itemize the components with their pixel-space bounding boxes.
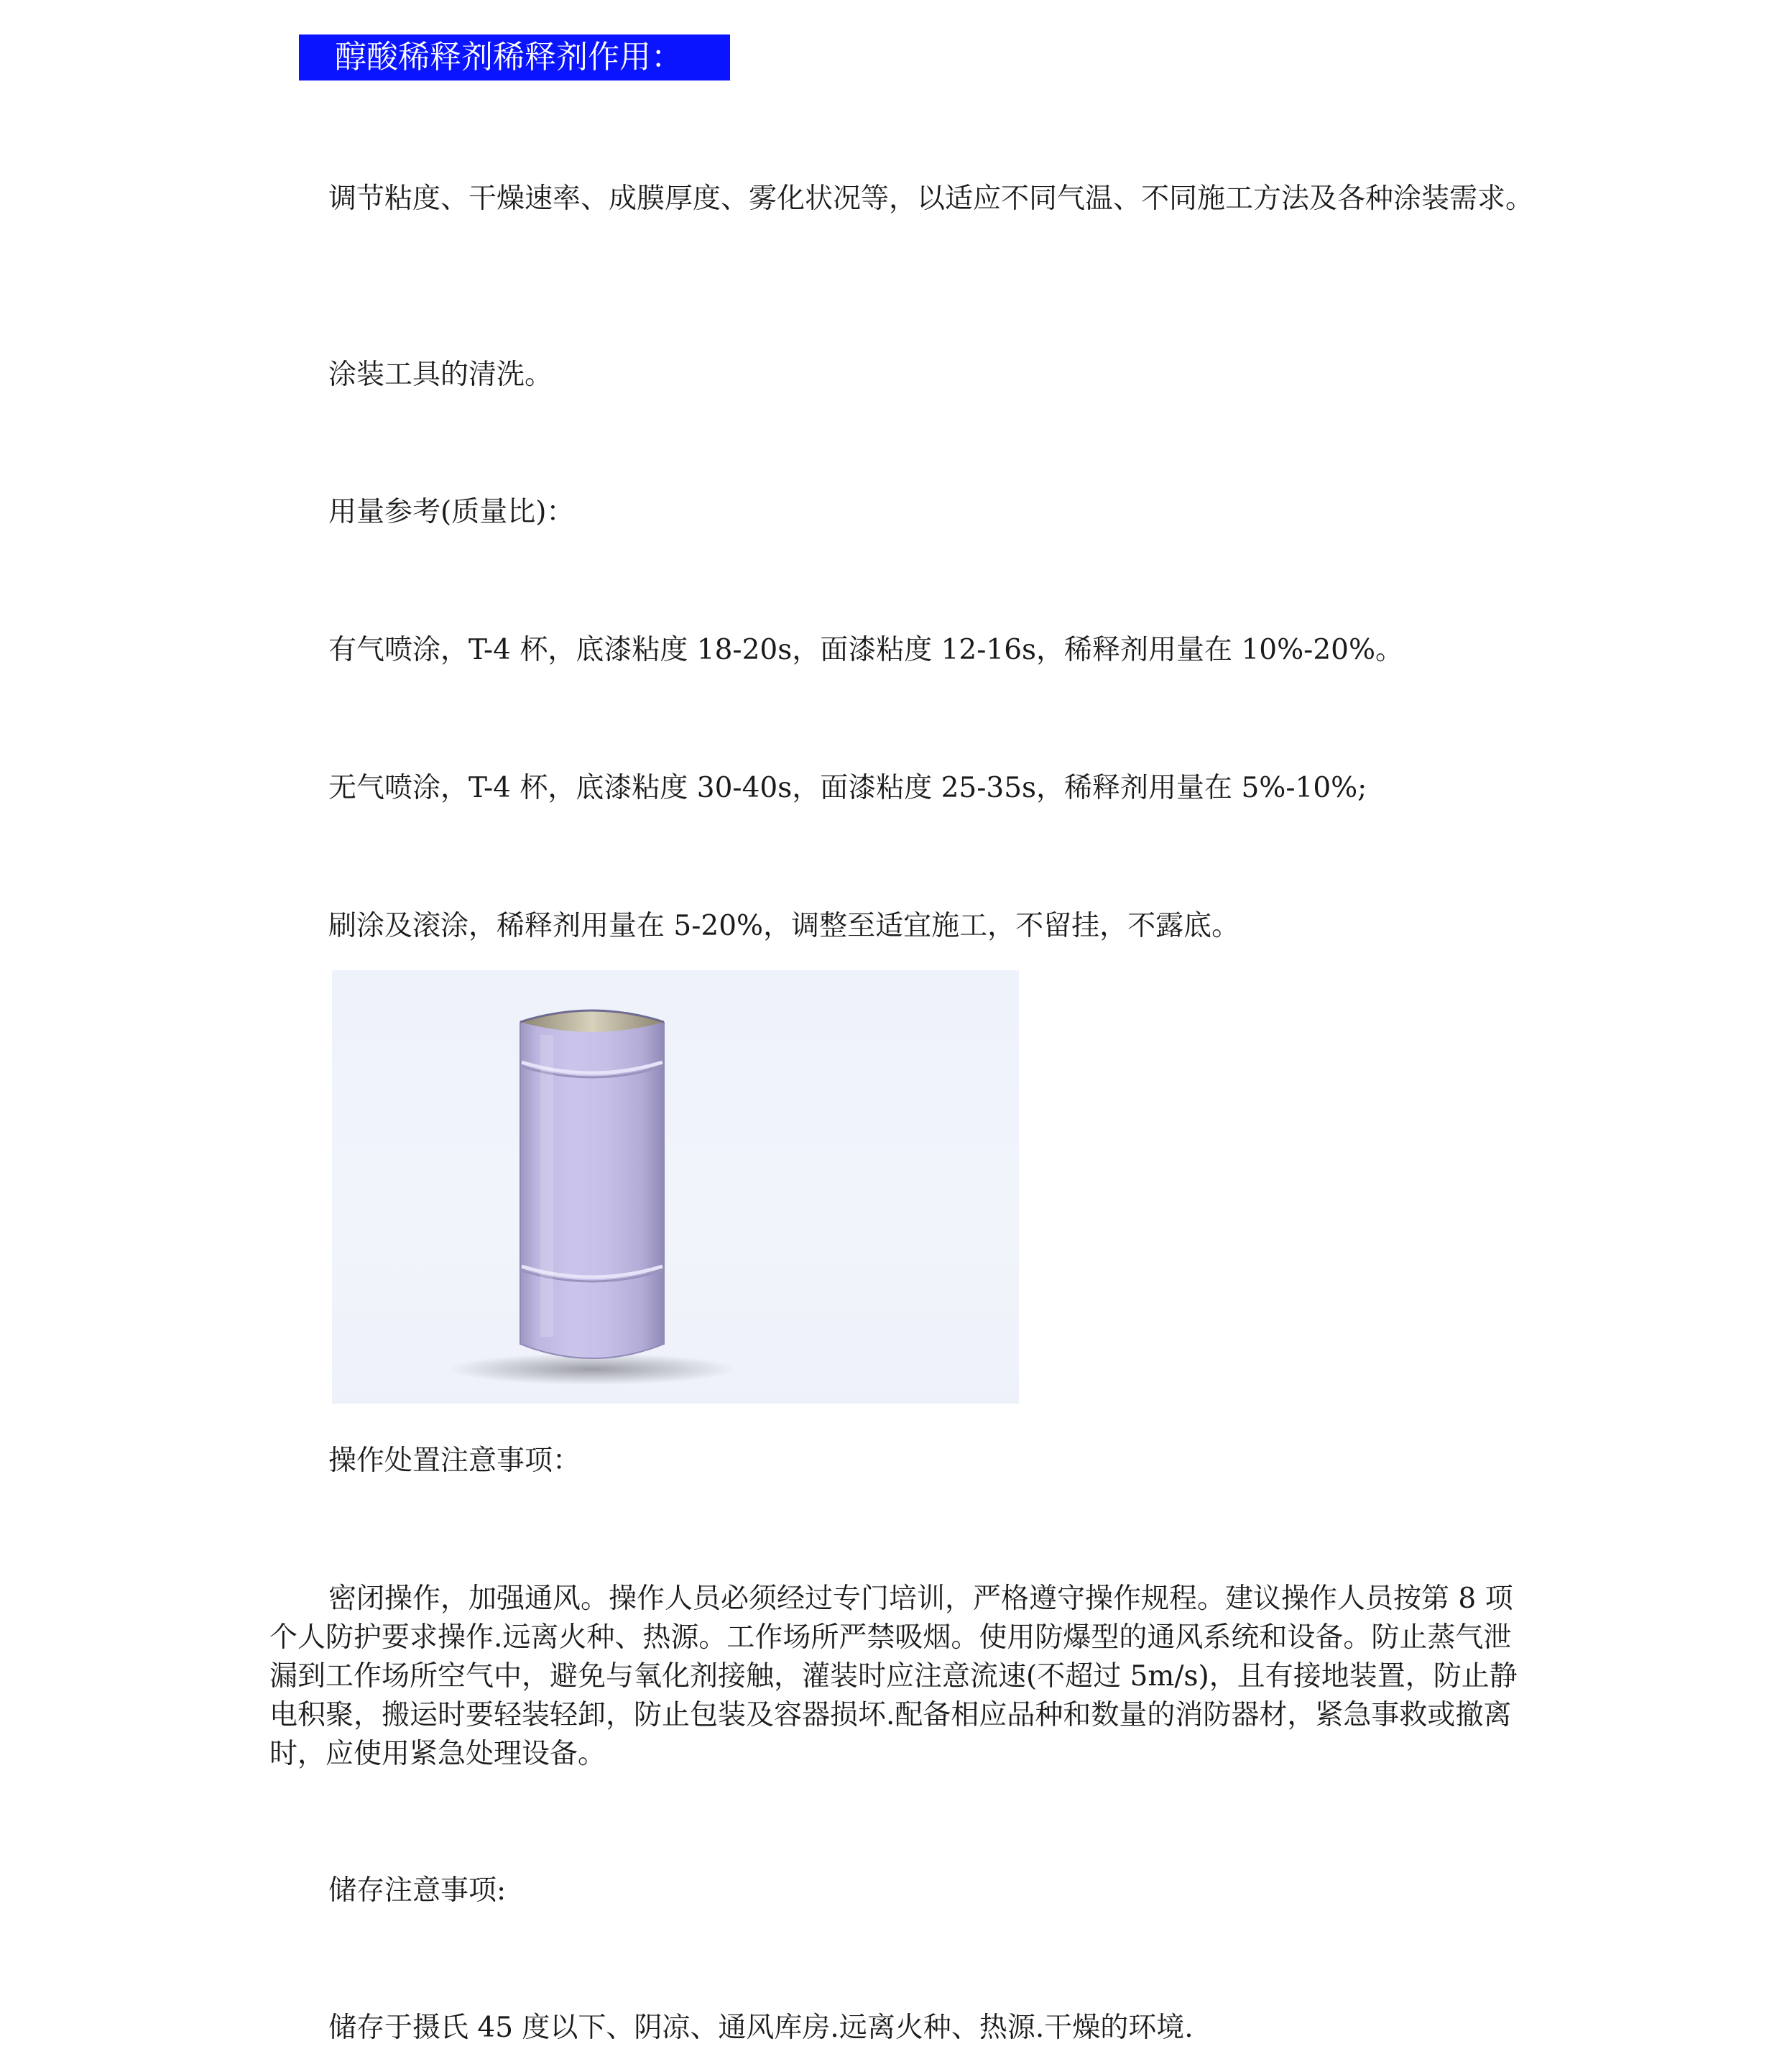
paragraph-function: 调节粘度、干燥速率、成膜厚度、雾化状况等，以适应不同气温、不同施工方法及各种涂装需求。	[328, 183, 1534, 215]
product-can-image	[332, 970, 1019, 1404]
paragraph-storage-heading: 储存注意事项:	[328, 1874, 507, 1907]
paragraph-cleaning: 涂装工具的清洗。	[328, 359, 553, 391]
paragraph-brush-roll: 刷涂及滚涂，稀释剂用量在 5-20%，调整至适宜施工，不留挂，不露底。	[328, 910, 1240, 942]
paragraph-handling-body: 密闭操作，加强通风。操作人员必须经过专门培训，严格遵守操作规程。建议操作人员按第 8 项个人防护要求操作.远离火种、热源。工作场所严禁吸烟。使用防爆型的通风系统和设备。防止蒸气泄漏到工作场所空气中，避免与氧化剂接触，灌装时应注意流速(不超过 5m/s)，且有接地装置，防止静电积聚，搬运时要轻装轻卸，防止包装及容器损坏.配备相应品种和数量的消防器材，紧急事救或撤离时，应使用紧急处理设备。	[269, 1583, 1518, 1770]
paragraph-dosage-heading: 用量参考(质量比)：	[328, 496, 575, 528]
paragraph-handling-heading: 操作处置注意事项：	[328, 1445, 581, 1477]
paragraph-air-spray: 有气喷涂，T-4 杯，底漆粘度 18-20s，面漆粘度 12-16s，稀释剂用量在 10%-20%。	[328, 634, 1403, 666]
paragraph-storage-body: 储存于摄氏 45 度以下、阴凉、通风库房.远离火种、热源.干燥的环境.	[328, 2012, 1194, 2044]
section-heading: 醇酸稀释剂稀释剂作用：	[299, 34, 730, 80]
paragraph-airless-spray: 无气喷涂，T-4 杯，底漆粘度 30-40s，面漆粘度 25-35s，稀释剂用量在 5%-10%;	[328, 772, 1367, 804]
